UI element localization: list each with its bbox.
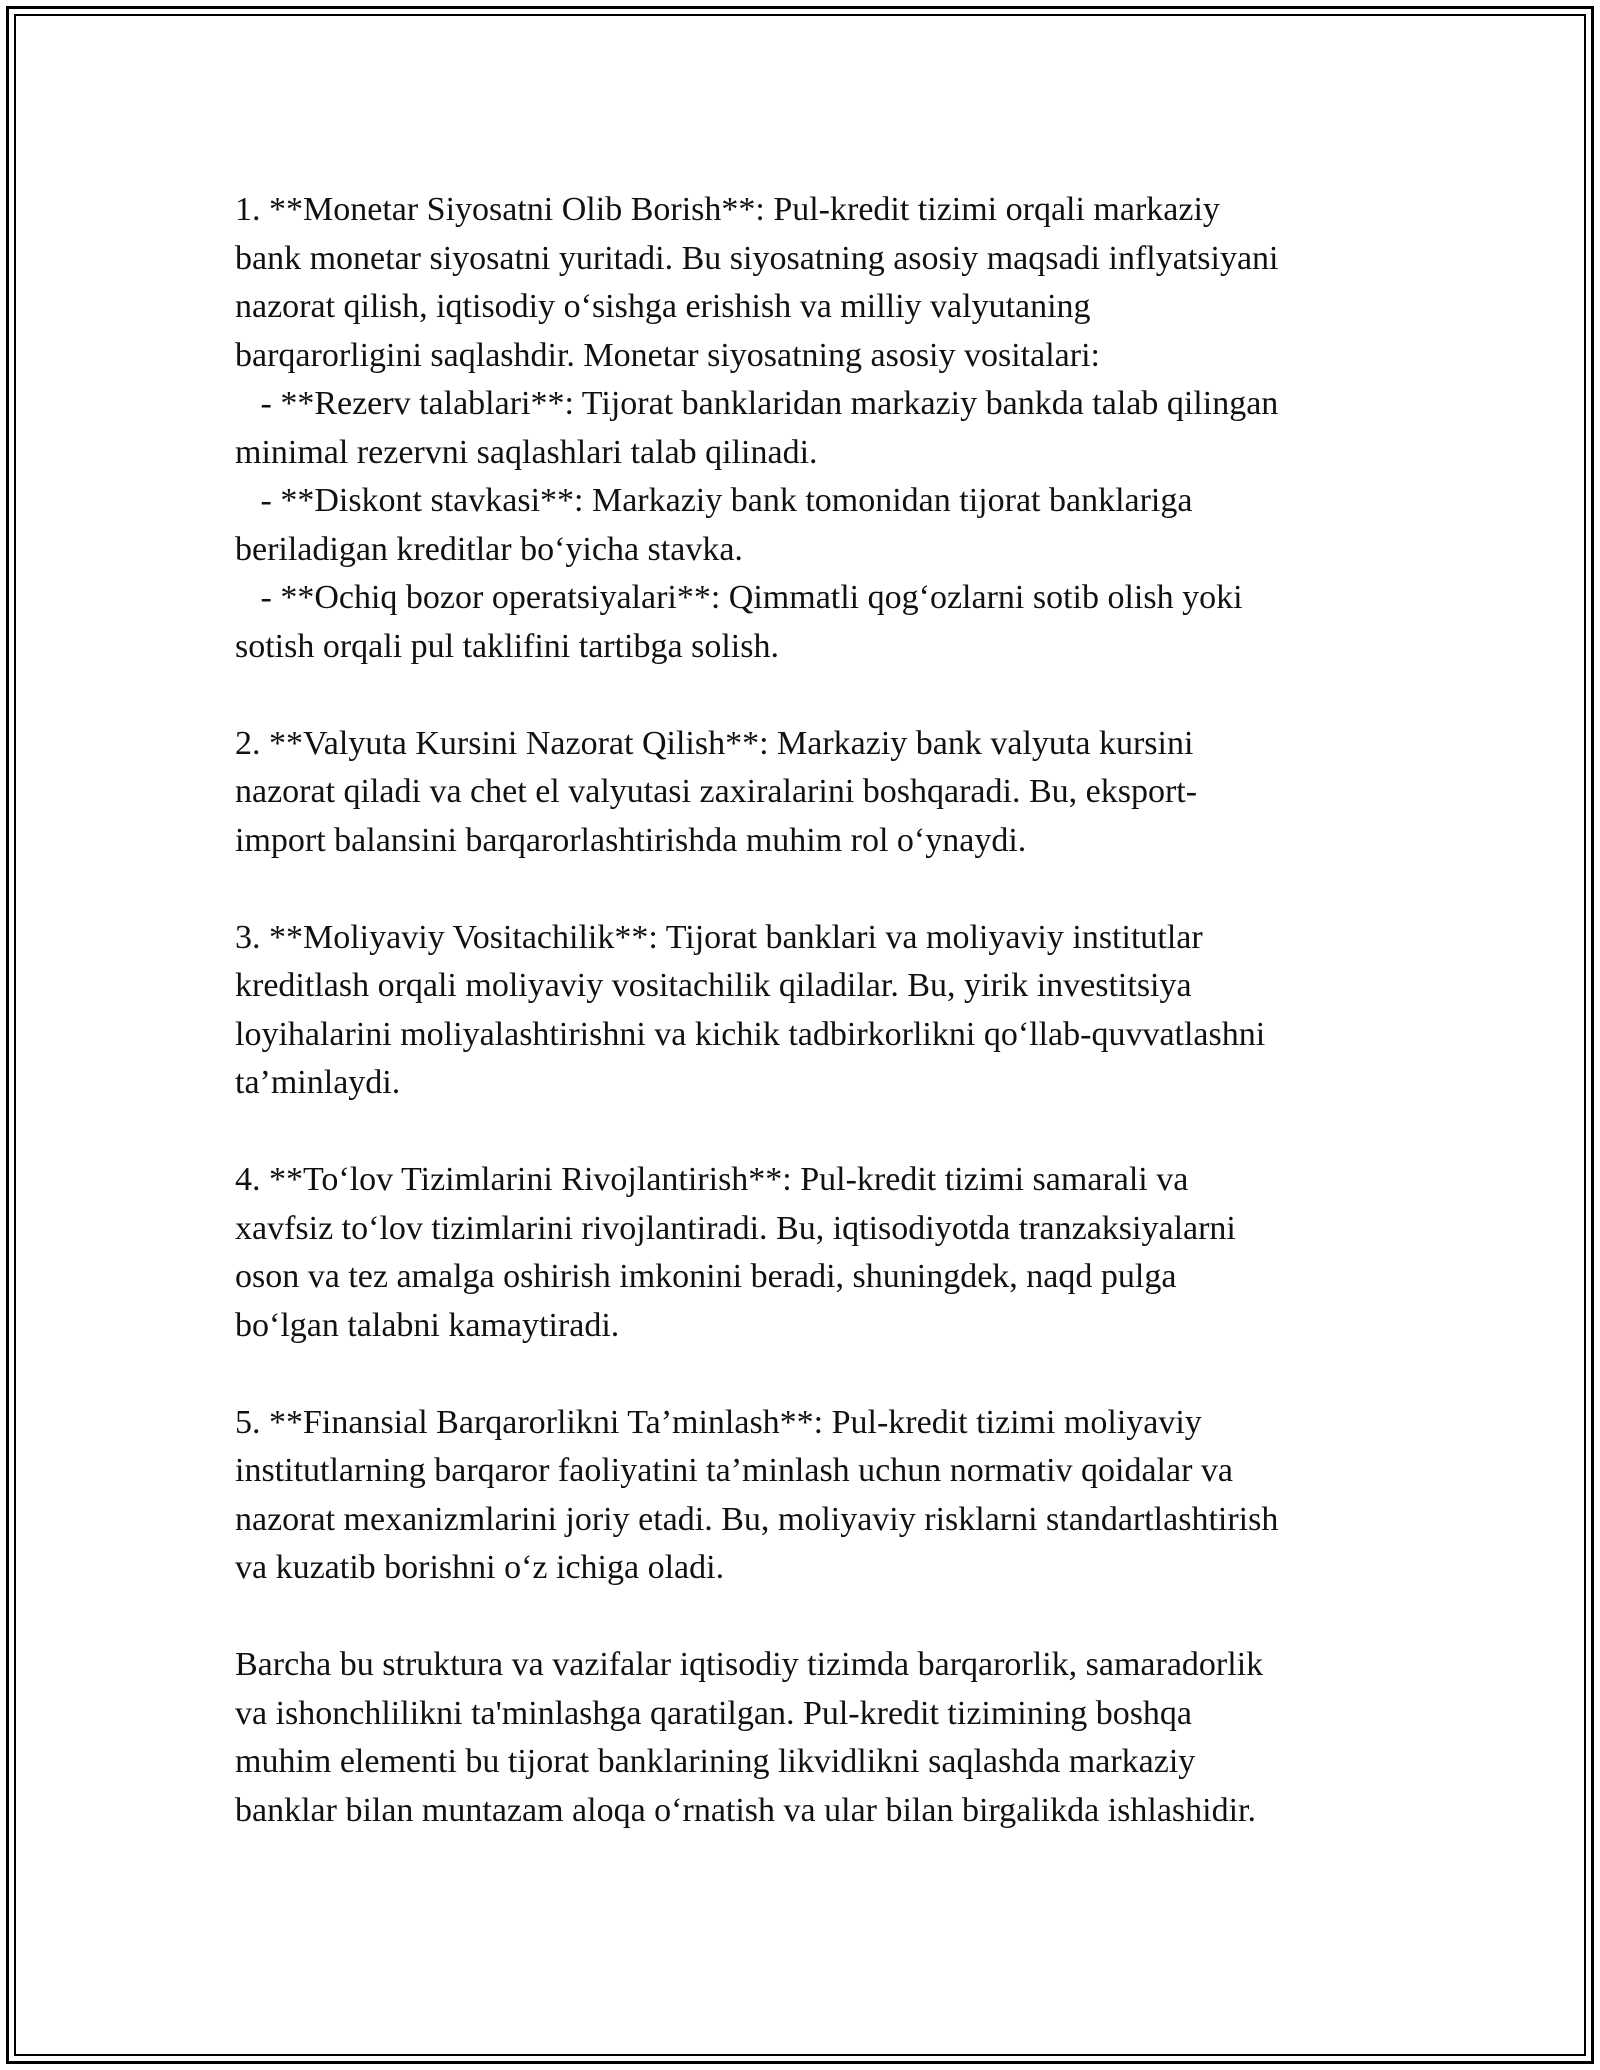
text-line: ta’minlaydi. — [235, 1064, 401, 1101]
text-line: loyihalarini moliyalashtirishni va kichik tadbirkorlikni qo‘llab-quvvatlashni — [235, 1015, 1266, 1053]
paragraph-gap — [235, 865, 1385, 914]
text-line: Barcha bu struktura va vazifalar iqtisodiy tizimda barqarorlik, samaradorlik — [235, 1646, 1264, 1683]
text-line: 4. **To‘lov Tizimlarini Rivojlantirish**: Pul-kredit tizimi samarali va — [235, 1161, 1189, 1198]
text-line: - **Diskont stavkasi**: Markaziy bank tomonidan tijorat banklariga — [235, 482, 1193, 519]
text-line: bo‘lgan talabni kamaytiradi. — [235, 1306, 620, 1344]
text-line: import balansini barqarorlashtirishda muhim rol o‘ynaydi. — [235, 821, 1027, 859]
text-line: nazorat qiladi va chet el valyutasi zaxiralarini boshqaradi. Bu, eksport- — [235, 773, 1198, 810]
text-line: 1. **Monetar Siyosatni Olib Borish**: Pul-kredit tizimi orqali markaziy — [235, 191, 1220, 228]
text-line: nazorat qilish, iqtisodiy o‘sishga erishish va milliy valyutaning — [235, 288, 1091, 325]
text-line: nazorat mexanizmlarini joriy etadi. Bu, moliyaviy risklarni standartlashtirish — [235, 1500, 1279, 1538]
text-line: xavfsiz to‘lov tizimlarini rivojlantiradi. Bu, iqtisodiyotda tranzaksiyalarni — [235, 1209, 1236, 1247]
text-line: banklar bilan muntazam aloqa o‘rnatish va ular bilan birgalikda ishlashidir. — [235, 1791, 1256, 1829]
section-5 — [235, 1399, 1385, 1593]
paragraph-gap — [235, 1350, 1385, 1399]
section-1 — [235, 186, 1385, 671]
paragraph-gap — [235, 1108, 1385, 1157]
text-line: 5. **Finansial Barqarorlikni Ta’minlash**: Pul-kredit tizimi moliyaviy — [235, 1403, 1202, 1441]
text-line: barqarorligini saqlashdir. Monetar siyosatning asosiy vositalari: — [235, 336, 1100, 374]
text-line: bank monetar siyosatni yuritadi. Bu siyosatning asosiy maqsadi inflyatsiyani — [235, 239, 1279, 277]
text-line: oson va tez amalga oshirish imkonini beradi, shuningdek, naqd pulga — [235, 1258, 1177, 1295]
section-4 — [235, 1156, 1385, 1350]
text-line: minimal rezervni saqlashlari talab qilinadi. — [235, 433, 818, 471]
text-line: va kuzatib borishni o‘z ichiga oladi. — [235, 1549, 725, 1586]
paragraph-gap — [235, 671, 1385, 720]
text-line: - **Ochiq bozor operatsiyalari**: Qimmatli qog‘ozlarni sotib olish yoki — [235, 579, 1243, 616]
conclusion-paragraph — [235, 1641, 1385, 1835]
text-line: va ishonchlilikni ta'minlashga qaratilgan. Pul-kredit tizimining boshqa — [235, 1694, 1193, 1732]
section-2 — [235, 720, 1385, 866]
text-line: - **Rezerv talablari**: Tijorat banklaridan markaziy bankda talab qilingan — [235, 385, 1279, 422]
text-line: muhim elementi bu tijorat banklarining likvidlikni saqlashda markaziy — [235, 1743, 1196, 1780]
text-line: kreditlash orqali moliyaviy vositachilik qiladilar. Bu, yirik investitsiya — [235, 967, 1192, 1004]
text-line: institutlarning barqaror faoliyatini ta’minlash uchun normativ qoidalar va — [235, 1452, 1234, 1489]
document-body — [235, 186, 1385, 1835]
text-line: 3. **Moliyaviy Vositachilik**: Tijorat banklari va moliyaviy institutlar — [235, 918, 1203, 956]
text-line: beriladigan kreditlar bo‘yicha stavka. — [235, 530, 743, 568]
section-3 — [235, 914, 1385, 1108]
paragraph-gap — [235, 1593, 1385, 1642]
text-line: 2. **Valyuta Kursini Nazorat Qilish**: Markaziy bank valyuta kursini — [235, 724, 1194, 762]
text-line: sotish orqali pul taklifini tartibga solish. — [235, 627, 779, 665]
